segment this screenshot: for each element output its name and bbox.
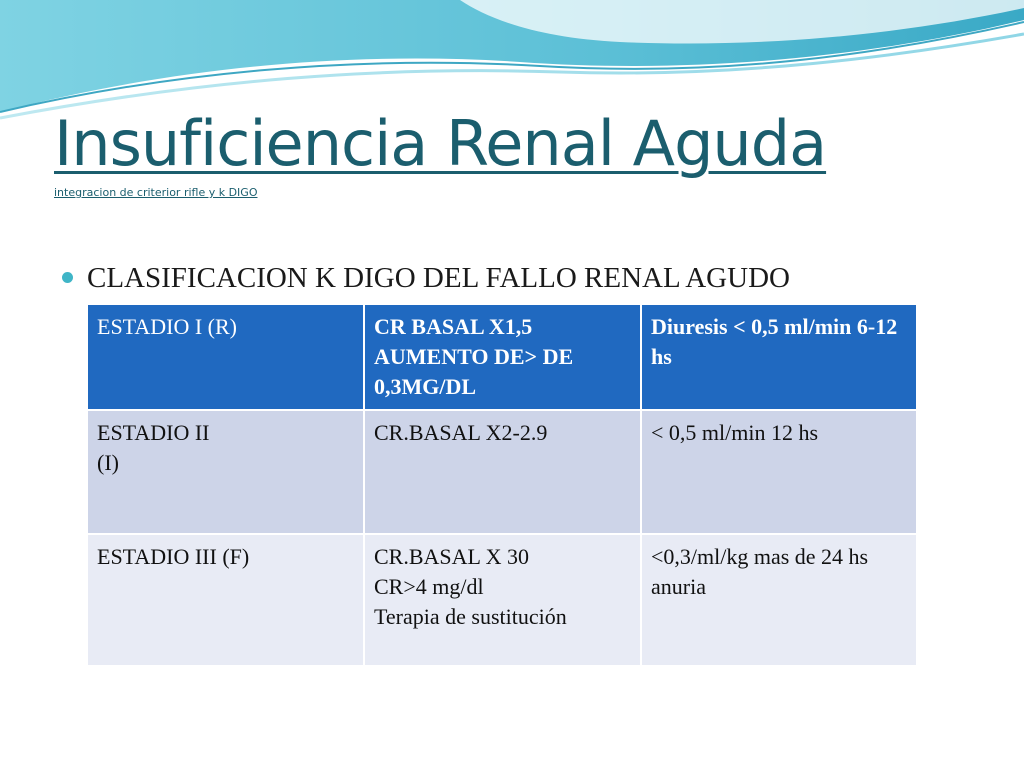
table-cell: < 0,5 ml/min 12 hs bbox=[641, 410, 917, 534]
decorative-wave-banner bbox=[0, 0, 1024, 120]
table-cell: ESTADIO III (F) bbox=[87, 534, 364, 666]
table-cell: <0,3/ml/kg mas de 24 hs anuria bbox=[641, 534, 917, 666]
table-cell: ESTADIO I (R) bbox=[87, 304, 364, 410]
kdigo-stages-table bbox=[86, 303, 918, 667]
table-cell: CR.BASAL X2-2.9 bbox=[364, 410, 641, 534]
bullet-item bbox=[62, 262, 790, 295]
slide-title: Insuficiencia Renal Aguda bbox=[54, 107, 827, 180]
table-row-stage-2 bbox=[87, 410, 917, 534]
table-cell: CR.BASAL X 30 CR>4 mg/dl Terapia de sustitución bbox=[364, 534, 641, 666]
bullet-icon bbox=[62, 272, 73, 283]
title-block bbox=[54, 108, 826, 199]
table-cell: CR BASAL X1,5 AUMENTO DE> DE 0,3MG/DL bbox=[364, 304, 641, 410]
table-cell: Diuresis < 0,5 ml/min 6-12 hs bbox=[641, 304, 917, 410]
table-row-stage-3 bbox=[87, 534, 917, 666]
table-cell: ESTADIO II (I) bbox=[87, 410, 364, 534]
bullet-text: CLASIFICACION K DIGO DEL FALLO RENAL AGUDO bbox=[87, 262, 790, 294]
slide-subtitle-link[interactable]: integracion de criterior rifle y k DIGO bbox=[54, 186, 258, 199]
table-row-stage-1 bbox=[87, 304, 917, 410]
